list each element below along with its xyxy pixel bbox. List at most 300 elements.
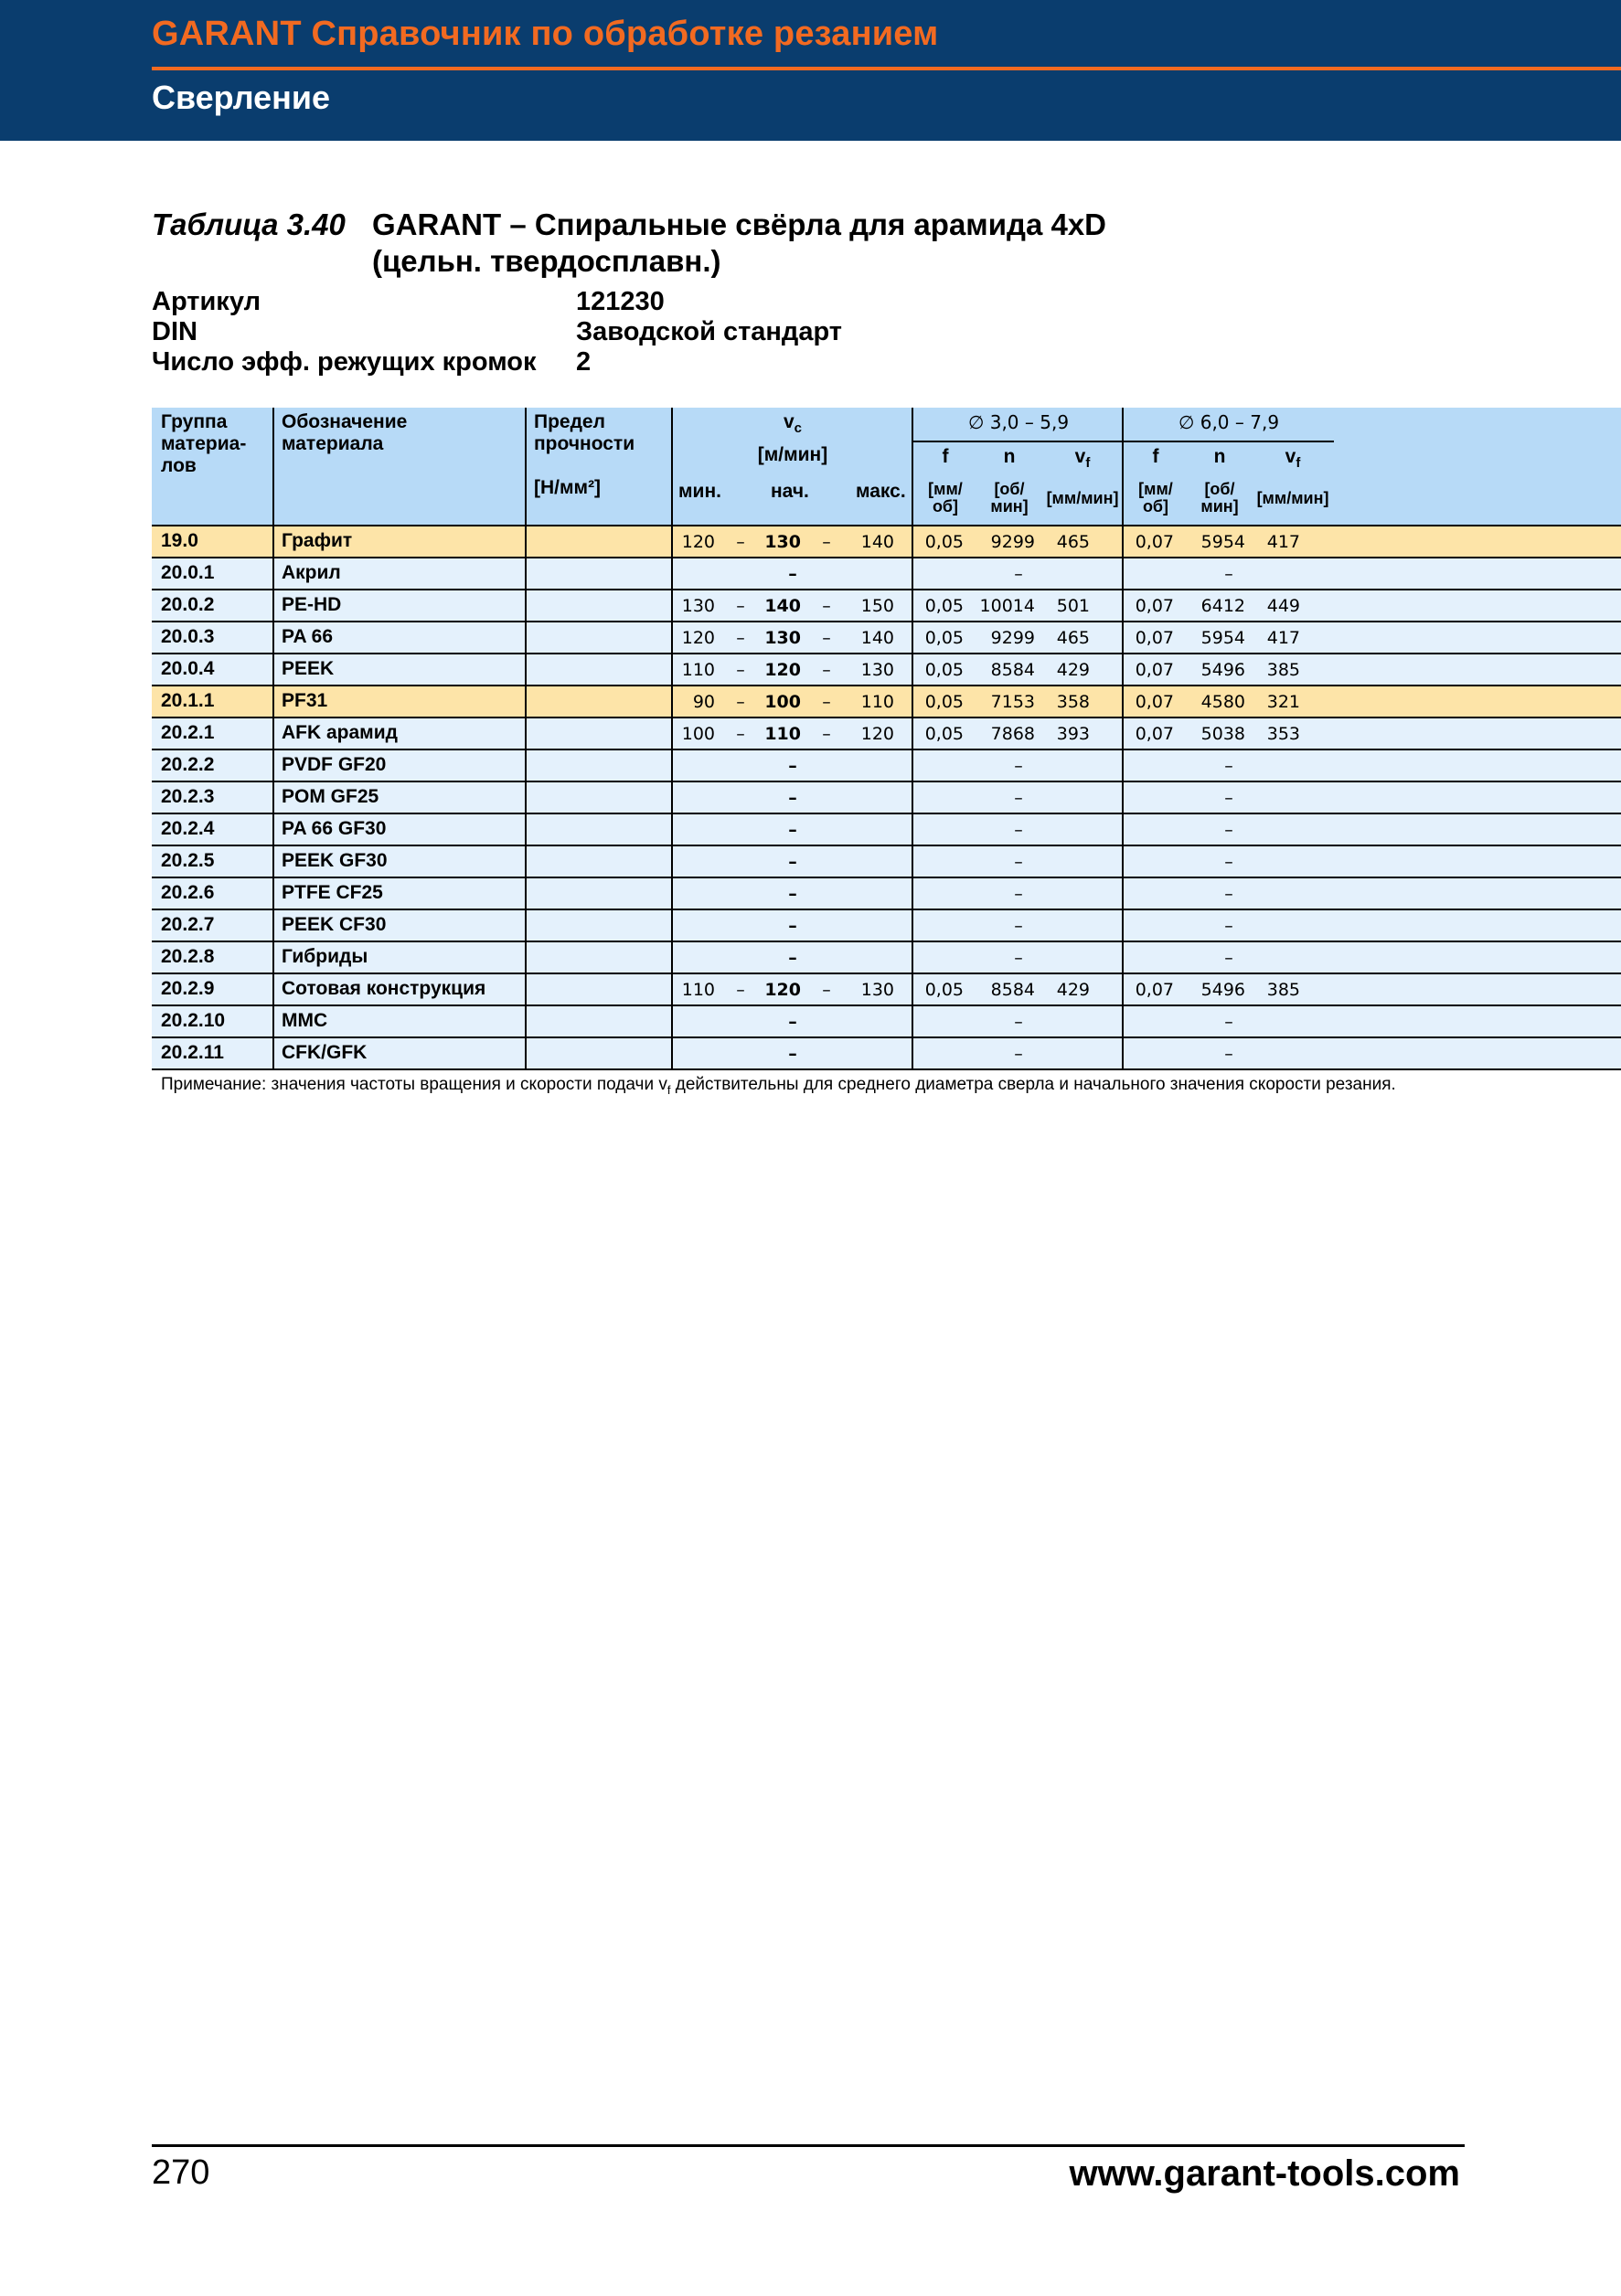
column-divider bbox=[525, 590, 527, 621]
material-name: PA 66 GF30 bbox=[282, 818, 387, 839]
vc-empty: – bbox=[788, 820, 797, 840]
vc-min: 90 bbox=[692, 692, 715, 712]
column-divider bbox=[1122, 718, 1124, 749]
column-divider bbox=[671, 686, 673, 717]
col-d1-f-unit-l2: об] bbox=[932, 497, 959, 516]
meta-label-article: Артикул bbox=[152, 287, 261, 316]
footer-rule bbox=[152, 2144, 1465, 2147]
col-material-header-l2: материала bbox=[282, 433, 384, 454]
vc-start: 120 bbox=[764, 980, 801, 1000]
range-dash: – bbox=[822, 980, 831, 1000]
col-diameter-range-1: ∅ 3,0 – 5,9 bbox=[967, 411, 1070, 433]
material-name: Сотовая конструкция bbox=[282, 978, 486, 999]
column-divider bbox=[671, 750, 673, 781]
d2-empty: – bbox=[1224, 1012, 1233, 1032]
meta-label-cutting-edges: Число эфф. режущих кромок bbox=[152, 347, 537, 377]
column-divider bbox=[525, 942, 527, 973]
col-group-header-l3: лов bbox=[161, 455, 197, 476]
d1-feed: 0,05 bbox=[924, 532, 964, 552]
column-divider bbox=[272, 910, 274, 941]
vc-min: 120 bbox=[681, 628, 715, 648]
material-name: PVDF GF20 bbox=[282, 754, 387, 775]
d1-feed-rate: 465 bbox=[1056, 532, 1090, 552]
vc-empty: – bbox=[788, 916, 797, 936]
table-row bbox=[152, 685, 1621, 717]
d2-empty: – bbox=[1224, 1044, 1233, 1064]
header-divider bbox=[272, 408, 274, 525]
column-divider bbox=[272, 718, 274, 749]
column-divider bbox=[525, 750, 527, 781]
table-header bbox=[152, 408, 1621, 525]
column-divider bbox=[671, 526, 673, 557]
d2-empty: – bbox=[1224, 884, 1233, 904]
column-divider bbox=[1122, 526, 1124, 557]
d2-speed: 4580 bbox=[1200, 692, 1245, 712]
material-group: 19.0 bbox=[161, 530, 198, 551]
material-name: PF31 bbox=[282, 690, 328, 711]
col-d2-n: n bbox=[1213, 446, 1226, 467]
table-row bbox=[152, 909, 1621, 941]
page-header bbox=[0, 0, 1621, 141]
header-divider bbox=[912, 408, 913, 525]
vc-min: 120 bbox=[681, 532, 715, 552]
column-divider bbox=[912, 942, 913, 973]
column-divider bbox=[912, 1038, 913, 1068]
range-dash: – bbox=[736, 980, 745, 1000]
meta-value-article: 121230 bbox=[576, 287, 665, 316]
column-divider bbox=[671, 590, 673, 621]
range-dash: – bbox=[736, 628, 745, 648]
d1-empty: – bbox=[1014, 788, 1023, 808]
column-divider bbox=[1122, 814, 1124, 845]
material-group: 20.0.2 bbox=[161, 594, 215, 615]
material-group: 20.2.9 bbox=[161, 978, 215, 999]
material-name: Акрил bbox=[282, 562, 341, 583]
material-group: 20.2.7 bbox=[161, 914, 215, 935]
col-d2-f-unit-l2: об] bbox=[1142, 497, 1169, 516]
table-row bbox=[152, 653, 1621, 685]
material-group: 20.0.1 bbox=[161, 562, 215, 583]
d2-speed: 5954 bbox=[1200, 532, 1245, 552]
vc-max: 150 bbox=[860, 596, 894, 616]
column-divider bbox=[1122, 942, 1124, 973]
col-d2-n-unit-l2: мин] bbox=[1200, 497, 1239, 516]
column-divider bbox=[525, 910, 527, 941]
column-divider bbox=[671, 974, 673, 1004]
column-divider bbox=[912, 686, 913, 717]
d2-feed: 0,07 bbox=[1135, 980, 1174, 1000]
column-divider bbox=[525, 526, 527, 557]
d1-feed-rate: 465 bbox=[1056, 628, 1090, 648]
d2-feed-rate: 385 bbox=[1266, 660, 1300, 680]
column-divider bbox=[1122, 686, 1124, 717]
material-group: 20.1.1 bbox=[161, 690, 215, 711]
d1-empty: – bbox=[1014, 916, 1023, 936]
d1-feed-rate: 429 bbox=[1056, 980, 1090, 1000]
d1-empty: – bbox=[1014, 852, 1023, 872]
range-dash: – bbox=[736, 724, 745, 744]
column-divider bbox=[272, 1038, 274, 1068]
material-group: 20.2.2 bbox=[161, 754, 215, 775]
table-row bbox=[152, 557, 1621, 589]
table-caption: Таблица 3.40 bbox=[152, 207, 346, 241]
vc-min: 110 bbox=[681, 660, 715, 680]
column-divider bbox=[272, 942, 274, 973]
column-divider bbox=[272, 814, 274, 845]
header-title: GARANT Справочник по обработке резанием bbox=[152, 15, 939, 53]
column-divider bbox=[272, 750, 274, 781]
table-row bbox=[152, 877, 1621, 909]
d2-empty: – bbox=[1224, 948, 1233, 968]
col-d2-vf: $v_f$ bbox=[1285, 446, 1301, 472]
col-group-header-l2: материа- bbox=[161, 433, 247, 454]
material-group: 20.2.1 bbox=[161, 722, 215, 743]
column-divider bbox=[525, 974, 527, 1004]
vc-max: 130 bbox=[860, 980, 894, 1000]
vc-empty: – bbox=[788, 948, 797, 968]
column-divider bbox=[912, 622, 913, 653]
header-divider bbox=[671, 408, 673, 525]
d2-speed: 6412 bbox=[1200, 596, 1245, 616]
d1-empty: – bbox=[1014, 948, 1023, 968]
col-diameter-range-2: ∅ 6,0 – 7,9 bbox=[1178, 411, 1280, 433]
d1-empty: – bbox=[1014, 756, 1023, 776]
table-row bbox=[152, 749, 1621, 781]
d1-feed-rate: 429 bbox=[1056, 660, 1090, 680]
column-divider bbox=[525, 622, 527, 653]
column-divider bbox=[525, 1038, 527, 1068]
range-dash: – bbox=[736, 660, 745, 680]
column-divider bbox=[1122, 750, 1124, 781]
column-divider bbox=[912, 878, 913, 909]
column-divider bbox=[671, 558, 673, 589]
column-divider bbox=[912, 526, 913, 557]
range-dash: – bbox=[822, 596, 831, 616]
column-divider bbox=[671, 878, 673, 909]
d2-feed: 0,07 bbox=[1135, 628, 1174, 648]
meta-value-cutting-edges: 2 bbox=[576, 347, 592, 377]
range-dash: – bbox=[822, 660, 831, 680]
d1-speed: 8584 bbox=[990, 660, 1035, 680]
table-row bbox=[152, 845, 1621, 877]
column-divider bbox=[671, 942, 673, 973]
vc-start: 100 bbox=[764, 692, 801, 712]
material-group: 20.2.3 bbox=[161, 786, 215, 807]
material-group: 20.0.3 bbox=[161, 626, 215, 647]
column-divider bbox=[1122, 1038, 1124, 1068]
col-vc-unit: [м/мин] bbox=[757, 444, 828, 465]
material-name: PEEK GF30 bbox=[282, 850, 388, 871]
table-row bbox=[152, 717, 1621, 749]
table-body bbox=[152, 525, 1621, 1070]
vc-min: 130 bbox=[681, 596, 715, 616]
col-vc-max: макс. bbox=[856, 481, 906, 502]
range-dash: – bbox=[822, 628, 831, 648]
d1-speed: 9299 bbox=[990, 532, 1035, 552]
header-subdivider bbox=[912, 441, 1334, 442]
vc-empty: – bbox=[788, 1044, 797, 1064]
d1-empty: – bbox=[1014, 564, 1023, 584]
col-d1-f-unit-l1: [мм/ bbox=[928, 480, 963, 498]
col-material-header-l1: Обозначение bbox=[282, 411, 408, 432]
d1-speed: 7153 bbox=[990, 692, 1035, 712]
d1-empty: – bbox=[1014, 1012, 1023, 1032]
vc-empty: – bbox=[788, 564, 797, 584]
material-group: 20.2.10 bbox=[161, 1010, 226, 1031]
column-divider bbox=[525, 654, 527, 685]
column-divider bbox=[912, 590, 913, 621]
column-divider bbox=[1122, 654, 1124, 685]
d1-feed: 0,05 bbox=[924, 660, 964, 680]
material-name: POM GF25 bbox=[282, 786, 379, 807]
material-name: MMC bbox=[282, 1010, 328, 1031]
d2-speed: 5496 bbox=[1200, 660, 1245, 680]
table-row bbox=[152, 973, 1621, 1004]
column-divider bbox=[671, 846, 673, 877]
meta-value-din: Заводской стандарт bbox=[576, 317, 843, 346]
d1-empty: – bbox=[1014, 884, 1023, 904]
column-divider bbox=[272, 654, 274, 685]
vc-max: 110 bbox=[860, 692, 894, 712]
range-dash: – bbox=[822, 692, 831, 712]
material-name: Графит bbox=[282, 530, 353, 551]
column-divider bbox=[272, 878, 274, 909]
column-divider bbox=[912, 974, 913, 1004]
column-divider bbox=[671, 654, 673, 685]
header-divider bbox=[1122, 408, 1124, 525]
column-divider bbox=[912, 910, 913, 941]
col-d2-f: f bbox=[1152, 446, 1159, 467]
d2-feed: 0,07 bbox=[1135, 596, 1174, 616]
table-note: Примечание: значения частоты вращения и скорости подачи $v_f$ действительны для среднего диаметра сверла и начального значения скорости резания. bbox=[161, 1075, 1396, 1097]
col-d2-f-unit-l1: [мм/ bbox=[1138, 480, 1173, 498]
vc-empty: – bbox=[788, 788, 797, 808]
table-row bbox=[152, 1036, 1621, 1070]
material-name: PE-HD bbox=[282, 594, 342, 615]
material-name: Гибриды bbox=[282, 946, 368, 967]
d2-feed-rate: 353 bbox=[1266, 724, 1300, 744]
column-divider bbox=[525, 1006, 527, 1036]
d2-feed: 0,07 bbox=[1135, 692, 1174, 712]
column-divider bbox=[912, 846, 913, 877]
vc-max: 140 bbox=[860, 628, 894, 648]
column-divider bbox=[671, 782, 673, 813]
d1-speed: 7868 bbox=[990, 724, 1035, 744]
d1-feed: 0,05 bbox=[924, 980, 964, 1000]
col-d1-vf: $v_f$ bbox=[1074, 446, 1091, 472]
meta-label-din: DIN bbox=[152, 317, 197, 346]
vc-empty: – bbox=[788, 1012, 797, 1032]
d2-speed: 5954 bbox=[1200, 628, 1245, 648]
column-divider bbox=[912, 558, 913, 589]
d1-empty: – bbox=[1014, 1044, 1023, 1064]
d1-feed-rate: 393 bbox=[1056, 724, 1090, 744]
d2-empty: – bbox=[1224, 756, 1233, 776]
d1-feed: 0,05 bbox=[924, 692, 964, 712]
d1-speed: 10014 bbox=[979, 596, 1035, 616]
col-d2-vf-unit: [мм/мин] bbox=[1256, 489, 1329, 507]
vc-empty: – bbox=[788, 852, 797, 872]
d2-empty: – bbox=[1224, 788, 1233, 808]
column-divider bbox=[671, 718, 673, 749]
material-name: CFK/GFK bbox=[282, 1042, 368, 1063]
range-dash: – bbox=[736, 532, 745, 552]
vc-start: 110 bbox=[764, 724, 801, 744]
material-group: 20.2.8 bbox=[161, 946, 215, 967]
col-group-header-l1: Группа bbox=[161, 411, 228, 432]
col-d1-f: f bbox=[942, 446, 949, 467]
range-dash: – bbox=[736, 596, 745, 616]
material-name: PA 66 bbox=[282, 626, 334, 647]
header-subtitle: Сверление bbox=[152, 79, 331, 116]
d2-feed: 0,07 bbox=[1135, 532, 1174, 552]
d2-empty: – bbox=[1224, 564, 1233, 584]
material-group: 20.2.4 bbox=[161, 818, 215, 839]
d2-feed-rate: 449 bbox=[1266, 596, 1300, 616]
vc-max: 130 bbox=[860, 660, 894, 680]
table-row bbox=[152, 589, 1621, 621]
column-divider bbox=[1122, 622, 1124, 653]
material-group: 20.2.6 bbox=[161, 882, 215, 903]
column-divider bbox=[912, 782, 913, 813]
d1-feed-rate: 501 bbox=[1056, 596, 1090, 616]
column-divider bbox=[1122, 878, 1124, 909]
col-vc-symbol: $v_c$ bbox=[783, 411, 803, 437]
vc-start: 130 bbox=[764, 628, 801, 648]
d1-empty: – bbox=[1014, 820, 1023, 840]
column-divider bbox=[525, 686, 527, 717]
column-divider bbox=[272, 846, 274, 877]
column-divider bbox=[671, 1038, 673, 1068]
column-divider bbox=[1122, 558, 1124, 589]
table-row bbox=[152, 1004, 1621, 1036]
col-strength-header-l1: Предел bbox=[534, 411, 605, 432]
d1-feed: 0,05 bbox=[924, 596, 964, 616]
material-name: PEEK bbox=[282, 658, 335, 679]
d2-feed: 0,07 bbox=[1135, 660, 1174, 680]
header-divider bbox=[525, 408, 527, 525]
column-divider bbox=[525, 718, 527, 749]
material-name: AFK арамид bbox=[282, 722, 398, 743]
col-strength-header-l2: прочности bbox=[534, 433, 635, 454]
table-row bbox=[152, 621, 1621, 653]
d2-feed-rate: 417 bbox=[1266, 628, 1300, 648]
column-divider bbox=[525, 846, 527, 877]
column-divider bbox=[912, 814, 913, 845]
column-divider bbox=[1122, 846, 1124, 877]
material-name: PEEK CF30 bbox=[282, 914, 387, 935]
d2-feed-rate: 321 bbox=[1266, 692, 1300, 712]
column-divider bbox=[1122, 782, 1124, 813]
table-row bbox=[152, 813, 1621, 845]
column-divider bbox=[272, 526, 274, 557]
column-divider bbox=[671, 1006, 673, 1036]
material-group: 20.2.11 bbox=[161, 1042, 224, 1063]
vc-min: 100 bbox=[681, 724, 715, 744]
material-name: PTFE CF25 bbox=[282, 882, 383, 903]
cutting-data-table bbox=[152, 408, 1621, 1070]
vc-empty: – bbox=[788, 756, 797, 776]
column-divider bbox=[912, 718, 913, 749]
col-d1-n: n bbox=[1003, 446, 1016, 467]
page-number: 270 bbox=[152, 2153, 210, 2192]
column-divider bbox=[272, 686, 274, 717]
vc-start: 120 bbox=[764, 660, 801, 680]
col-d2-n-unit-l1: [об/ bbox=[1204, 480, 1235, 498]
column-divider bbox=[272, 1006, 274, 1036]
col-d1-vf-unit: [мм/мин] bbox=[1046, 489, 1119, 507]
column-divider bbox=[671, 910, 673, 941]
column-divider bbox=[1122, 974, 1124, 1004]
d2-speed: 5038 bbox=[1200, 724, 1245, 744]
col-d1-n-unit-l2: мин] bbox=[990, 497, 1029, 516]
col-d1-n-unit-l1: [об/ bbox=[994, 480, 1025, 498]
d2-empty: – bbox=[1224, 916, 1233, 936]
column-divider bbox=[525, 782, 527, 813]
d1-feed-rate: 358 bbox=[1056, 692, 1090, 712]
table-row bbox=[152, 525, 1621, 557]
table-row bbox=[152, 781, 1621, 813]
d1-speed: 8584 bbox=[990, 980, 1035, 1000]
d1-speed: 9299 bbox=[990, 628, 1035, 648]
vc-start: 130 bbox=[764, 532, 801, 552]
table-row bbox=[152, 941, 1621, 973]
col-vc-min: мин. bbox=[678, 481, 721, 502]
header-accent-line bbox=[152, 67, 1621, 70]
material-group: 20.2.5 bbox=[161, 850, 215, 871]
footer-url[interactable]: www.garant-tools.com bbox=[1069, 2153, 1460, 2194]
column-divider bbox=[671, 814, 673, 845]
column-divider bbox=[272, 558, 274, 589]
col-strength-unit: [Н/мм²] bbox=[534, 477, 602, 498]
column-divider bbox=[272, 590, 274, 621]
d1-feed: 0,05 bbox=[924, 724, 964, 744]
column-divider bbox=[912, 750, 913, 781]
d2-feed-rate: 385 bbox=[1266, 980, 1300, 1000]
vc-min: 110 bbox=[681, 980, 715, 1000]
material-group: 20.0.4 bbox=[161, 658, 215, 679]
column-divider bbox=[1122, 1006, 1124, 1036]
vc-max: 140 bbox=[860, 532, 894, 552]
table-title-line1: GARANT – Спиральные свёрла для арамида 4xD bbox=[372, 207, 1107, 241]
column-divider bbox=[671, 622, 673, 653]
table-title-line2: (цельн. твердосплавн.) bbox=[372, 244, 721, 278]
range-dash: – bbox=[822, 532, 831, 552]
column-divider bbox=[1122, 590, 1124, 621]
col-vc-start: нач. bbox=[771, 481, 809, 502]
column-divider bbox=[272, 782, 274, 813]
column-divider bbox=[272, 622, 274, 653]
column-divider bbox=[525, 814, 527, 845]
column-divider bbox=[912, 1006, 913, 1036]
d2-speed: 5496 bbox=[1200, 980, 1245, 1000]
column-divider bbox=[272, 974, 274, 1004]
vc-empty: – bbox=[788, 884, 797, 904]
d2-empty: – bbox=[1224, 820, 1233, 840]
column-divider bbox=[1122, 910, 1124, 941]
d2-feed: 0,07 bbox=[1135, 724, 1174, 744]
d1-feed: 0,05 bbox=[924, 628, 964, 648]
column-divider bbox=[912, 654, 913, 685]
range-dash: – bbox=[736, 692, 745, 712]
d2-feed-rate: 417 bbox=[1266, 532, 1300, 552]
column-divider bbox=[525, 878, 527, 909]
vc-max: 120 bbox=[860, 724, 894, 744]
column-divider bbox=[525, 558, 527, 589]
vc-start: 140 bbox=[764, 596, 801, 616]
d2-empty: – bbox=[1224, 852, 1233, 872]
range-dash: – bbox=[822, 724, 831, 744]
